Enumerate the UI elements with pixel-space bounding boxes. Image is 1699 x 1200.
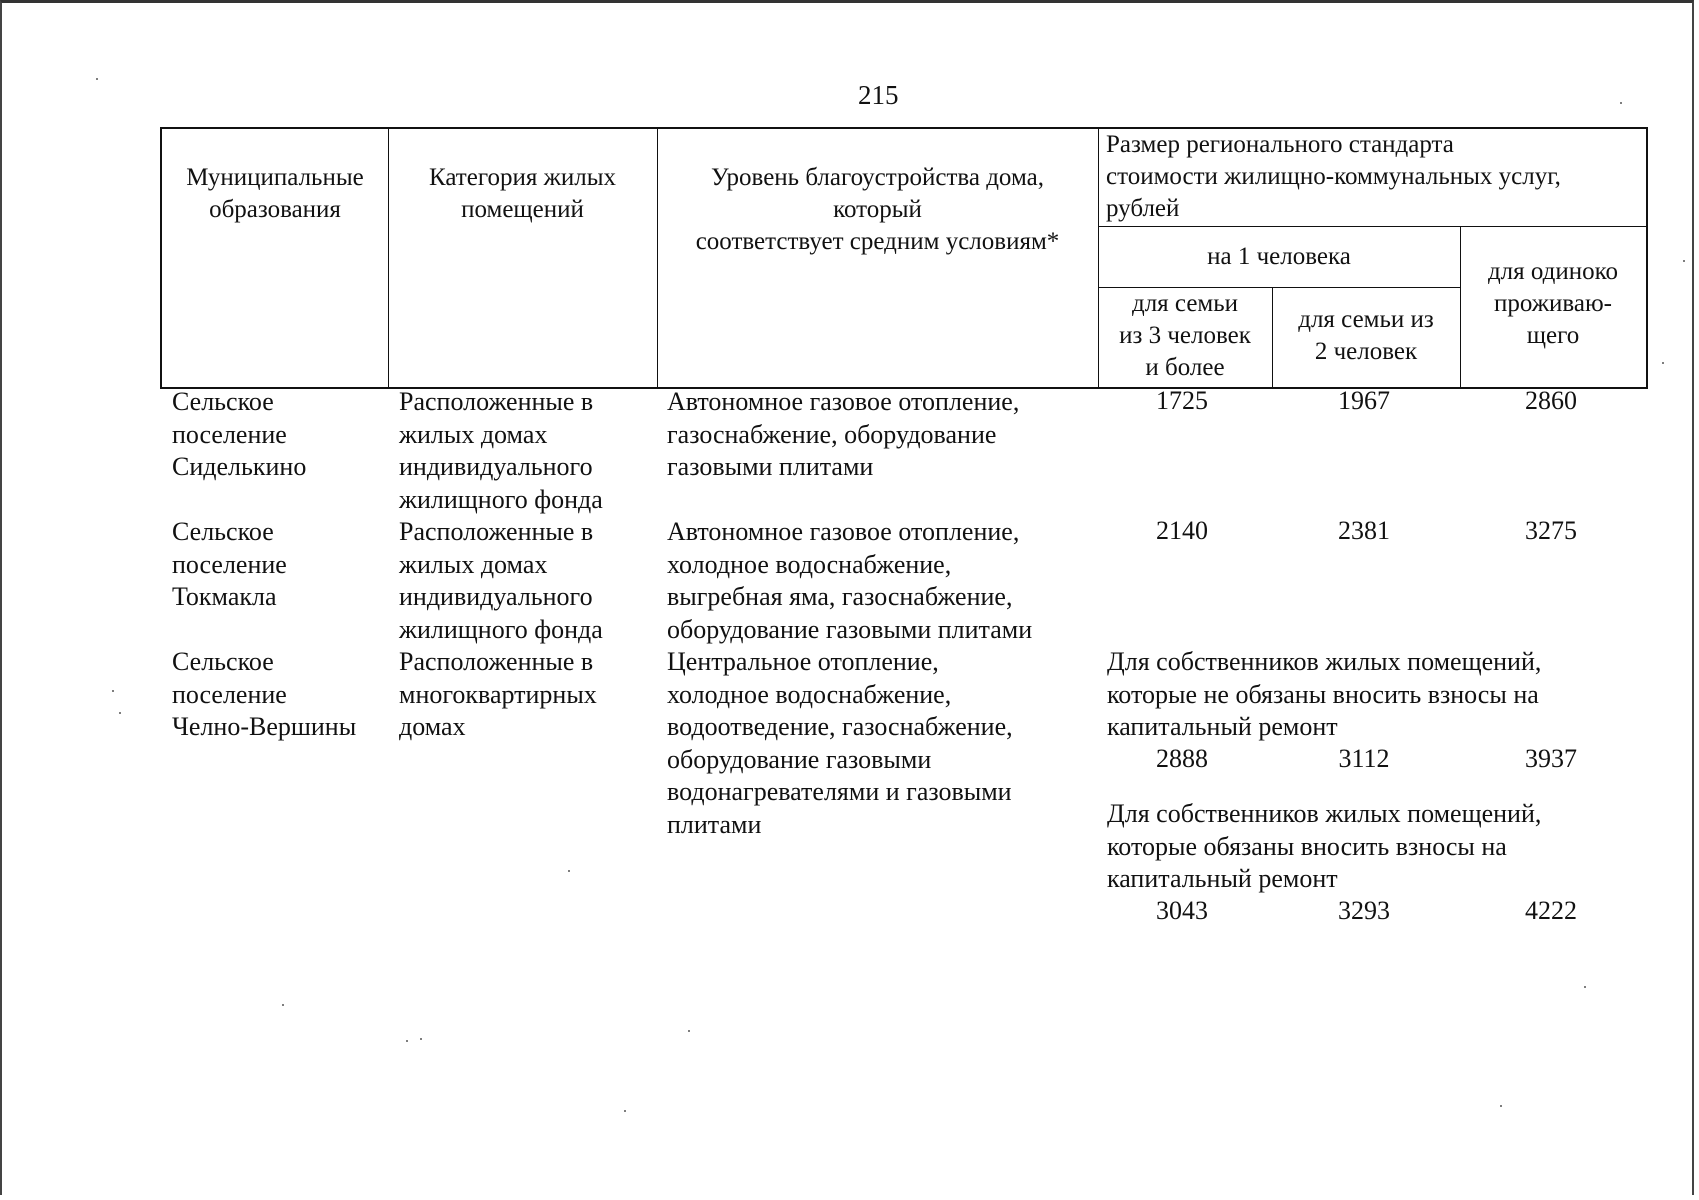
header-text: 2 человек: [1314, 338, 1418, 365]
header-text: соответствует средним условиям*: [695, 228, 1060, 255]
cell-text: плитами: [667, 809, 762, 839]
cell-text: газоснабжение, оборудование: [667, 419, 997, 449]
cell-text: Расположенные в: [399, 387, 594, 416]
cell-text: Расположенные в: [399, 517, 594, 546]
cell-text: водоотведение, газоснабжение,: [667, 712, 1013, 741]
header-municipal: [162, 162, 388, 226]
cell-text: которые не обязаны вносить взносы на: [1107, 679, 1539, 709]
scan-speck: [688, 1030, 690, 1032]
header-per-person: на 1 человека: [1207, 243, 1351, 270]
row2-value-single: 3275: [1525, 516, 1577, 545]
cell-text: домах: [399, 712, 466, 741]
header-family3: [1098, 288, 1272, 384]
header-text: который: [833, 196, 922, 223]
scan-speck: [1683, 260, 1685, 262]
row1-level: [667, 386, 1019, 484]
row2-category: [399, 516, 603, 646]
cell-text: Сельское: [172, 517, 274, 546]
scan-speck: [282, 1004, 284, 1006]
scan-speck: [96, 78, 98, 80]
header-single: [1460, 256, 1646, 352]
cell-text: Для собственников жилых помещений,: [1107, 799, 1542, 828]
header-text: щего: [1526, 322, 1580, 349]
row3-value1-single: 3937: [1525, 744, 1577, 773]
cell-text: Челно-Вершины: [172, 712, 357, 741]
header-text: для семьи: [1131, 290, 1239, 317]
scan-speck: [406, 1040, 408, 1042]
page-number: 215: [858, 80, 899, 110]
cell-text: Автономное газовое отопление,: [667, 387, 1020, 416]
header-category: [388, 162, 657, 226]
header-text: Муниципальные: [186, 164, 364, 191]
row1-value-single: 2860: [1525, 386, 1577, 415]
header-text: и более: [1145, 354, 1225, 381]
row1-value-family3: 1725: [1156, 386, 1208, 415]
cell-text: поселение: [172, 679, 287, 709]
header-text: Размер регионального стандарта: [1106, 131, 1454, 158]
row3-value1-family2: 3112: [1338, 744, 1390, 773]
cell-text: поселение: [172, 419, 287, 449]
row3-level: [667, 646, 1013, 841]
cell-text: выгребная яма, газоснабжение,: [667, 582, 1013, 611]
header-text: Категория жилых: [429, 164, 616, 191]
cell-text: оборудование газовыми плитами: [667, 614, 1033, 644]
row3-category: [399, 646, 597, 744]
header-text: стоимости жилищно-коммунальных услуг,: [1106, 163, 1561, 190]
scan-speck: [112, 690, 114, 692]
row-divider: [1098, 226, 1646, 227]
header-text: из 3 человек: [1119, 322, 1251, 349]
cell-text: индивидуального: [399, 582, 593, 611]
cell-text: холодное водоснабжение,: [667, 679, 952, 709]
row3-value2-family2: 3293: [1338, 896, 1390, 925]
row3-municipal: [172, 646, 356, 744]
cell-text: Сельское: [172, 647, 274, 676]
header-family2: [1272, 304, 1460, 368]
cell-text: Расположенные в: [399, 647, 594, 676]
row3-note-not-obliged: [1107, 646, 1541, 744]
cell-text: капитальный ремонт: [1107, 864, 1338, 893]
cell-text: водонагревателями и газовыми: [667, 777, 1012, 806]
cell-text: поселение: [172, 549, 287, 579]
header-text: Уровень благоустройства дома,: [711, 164, 1044, 191]
header-level: [657, 162, 1098, 258]
cell-text: холодное водоснабжение,: [667, 549, 952, 579]
row3-value2-single: 4222: [1525, 896, 1577, 925]
row2-value-family3: 2140: [1156, 516, 1208, 545]
cell-text: Для собственников жилых помещений,: [1107, 647, 1542, 676]
row1-category: [399, 386, 603, 516]
cell-text: многоквартирных: [399, 679, 597, 709]
row2-municipal: [172, 516, 287, 614]
scan-speck: [119, 712, 121, 714]
row2-level: [667, 516, 1032, 646]
row1-value-family2: 1967: [1338, 386, 1390, 415]
header-text: проживаю-: [1494, 290, 1612, 317]
cell-text: жилых домах: [399, 549, 548, 579]
header-text: для семьи из: [1298, 306, 1434, 333]
cell-text: Центральное отопление,: [667, 647, 939, 676]
scan-speck: [1500, 1105, 1502, 1107]
row3-value1-family3: 2888: [1156, 744, 1208, 773]
cell-text: Сиделькино: [172, 452, 307, 481]
cell-text: Автономное газовое отопление,: [667, 517, 1020, 546]
scan-speck: [420, 1038, 422, 1040]
cell-text: Сельское: [172, 387, 274, 416]
cell-text: Токмакла: [172, 582, 277, 611]
scan-speck: [568, 870, 570, 872]
header-text: образования: [209, 196, 341, 223]
scan-speck: [1662, 362, 1664, 364]
cell-text: которые обязаны вносить взносы на: [1107, 831, 1507, 861]
scan-speck: [624, 1110, 626, 1112]
cell-text: жилищного фонда: [399, 484, 603, 514]
scan-speck: [1584, 986, 1586, 988]
row3-value2-family3: 3043: [1156, 896, 1208, 925]
cell-text: газовыми плитами: [667, 452, 874, 481]
row2-value-family2: 2381: [1338, 516, 1390, 545]
cell-text: капитальный ремонт: [1107, 712, 1338, 741]
header-text: для одиноко: [1487, 258, 1619, 285]
table-header: [160, 127, 1648, 389]
cell-text: жилищного фонда: [399, 614, 603, 644]
header-text: рублей: [1106, 195, 1180, 222]
header-standard: [1106, 129, 1646, 225]
row3-note-obliged: [1107, 798, 1541, 896]
cell-text: оборудование газовыми: [667, 744, 932, 774]
cell-text: индивидуального: [399, 452, 593, 481]
header-text: помещений: [461, 196, 584, 223]
row1-municipal: [172, 386, 306, 484]
cell-text: жилых домах: [399, 419, 548, 449]
scan-speck: [1620, 102, 1622, 104]
